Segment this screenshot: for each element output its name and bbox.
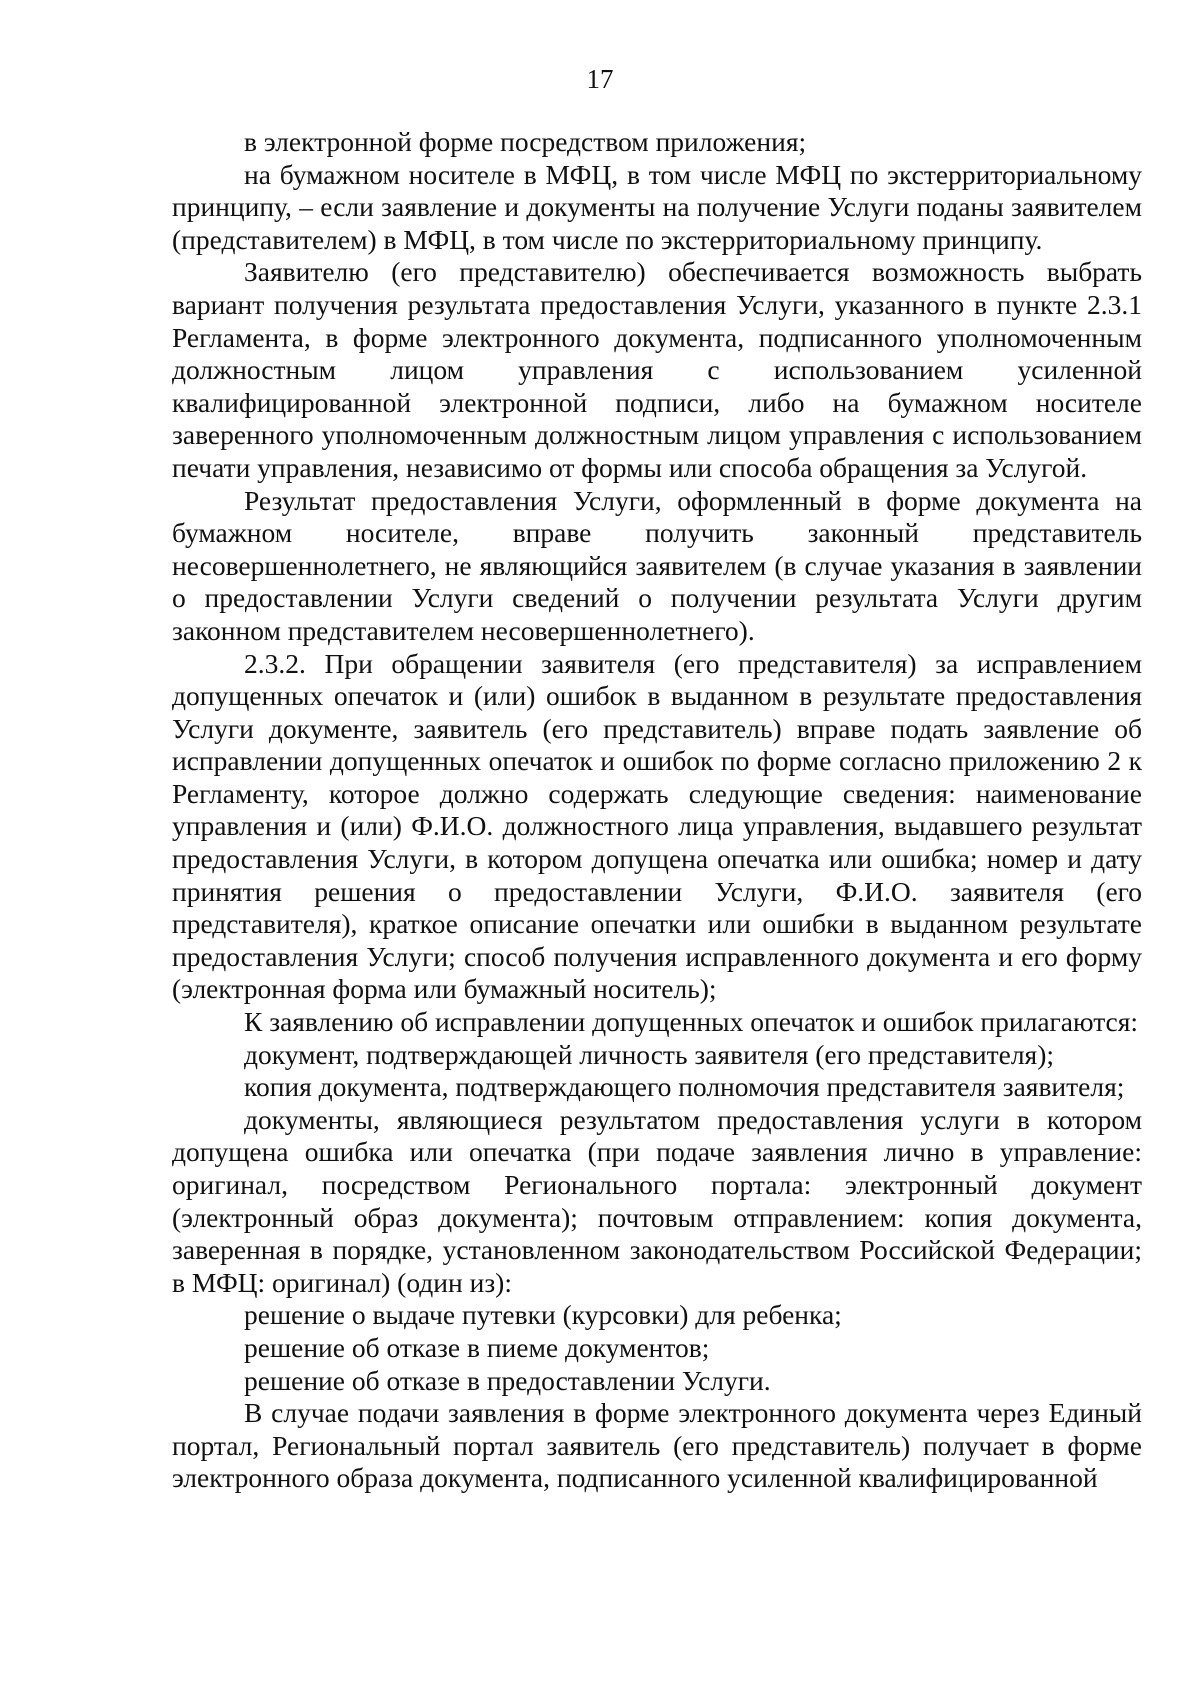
paragraph-legal-representative: Результат предоставления Услуги, оформленный в форме документа на бумажном носителе, вправе получить законный представитель несовершеннолетнего, не являющийся заявителем (в случае указания в заявлении о предоставлении Услуги сведений о получении результата Услуги другим законном представителем несовершеннолетнего). <box>172 484 1142 646</box>
paragraph-attachments-intro: К заявлению об исправлении допущенных опечаток и ошибок прилагаются: <box>244 1006 1139 1038</box>
page-number: 17 <box>586 64 614 94</box>
document-body <box>172 126 1142 1495</box>
list-item-authority-copy: копия документа, подтверждающего полномочия представителя заявителя; <box>244 1071 1125 1103</box>
paragraph-paper-mfc: на бумажном носителе в МФЦ, в том числе МФЦ по экстерриториальному принципу, – если заявление и документы на получение Услуги поданы заявителем (представителем) в МФЦ, в том числе по экстерриториальному принципу. <box>172 158 1142 255</box>
list-item-result-documents: документы, являющиеся результатом предоставления услуги в котором допущена ошибка или опечатка (при подаче заявления лично в управление: оригинал, посредством Регионального портала: электронный документ (электронный образ документа); почтовым отправлением: копия документа, заверенная в порядке, установленном законодательством Российской Федерации; в МФЦ: оригинал) (один из): <box>172 1103 1142 1298</box>
list-item-refusal-service: решение об отказе в предоставлении Услуги. <box>244 1364 771 1396</box>
paragraph-electronic-submission: В случае подачи заявления в форме электронного документа через Единый портал, Региональный портал заявитель (его представитель) получает в форме электронного образа документа, подписанного усиленной квалифицированной <box>172 1397 1142 1494</box>
paragraph-electronic-app: в электронной форме посредством приложения; <box>244 126 807 157</box>
paragraph-result-choice: Заявителю (его представителю) обеспечивается возможность выбрать вариант получения результата предоставления Услуги, указанного в пункте 2.3.1 Регламента, в форме электронного документа, подписанного уполномоченным должностным лицом управления с использованием усиленной квалифицированной электронной подписи, либо на бумажном носителе заверенного уполномоченным должностным лицом управления с использованием печати управления, независимо от формы или способа обращения за Услугой. <box>172 256 1142 483</box>
paragraph-section-2-3-2: 2.3.2. При обращении заявителя (его представителя) за исправлением допущенных опечаток и (или) ошибок в выданном в результате предоставления Услуги документе, заявитель (его представитель) вправе подать заявление об исправлении допущенных опечаток и ошибок по форме согласно приложению 2 к Регламенту, которое должно содержать следующие сведения: наименование управления и (или) Ф.И.О. должностного лица управления, выдавшего результат предоставления Услуги, в котором допущена опечатка или ошибка; номер и дату принятия решения о предоставлении Услуги, Ф.И.О. заявителя (его представителя), краткое описание опечатки или ошибки в выданном результате предоставления Услуги; способ получения исправленного документа и его форму (электронная форма или бумажный носитель); <box>172 647 1142 1005</box>
list-item-voucher-decision: решение о выдаче путевки (курсовки) для ребенка; <box>244 1299 842 1331</box>
list-item-identity-document: документ, подтверждающей личность заявителя (его представителя); <box>244 1038 1055 1070</box>
list-item-refusal-acceptance: решение об отказе в пиеме документов; <box>244 1331 710 1363</box>
